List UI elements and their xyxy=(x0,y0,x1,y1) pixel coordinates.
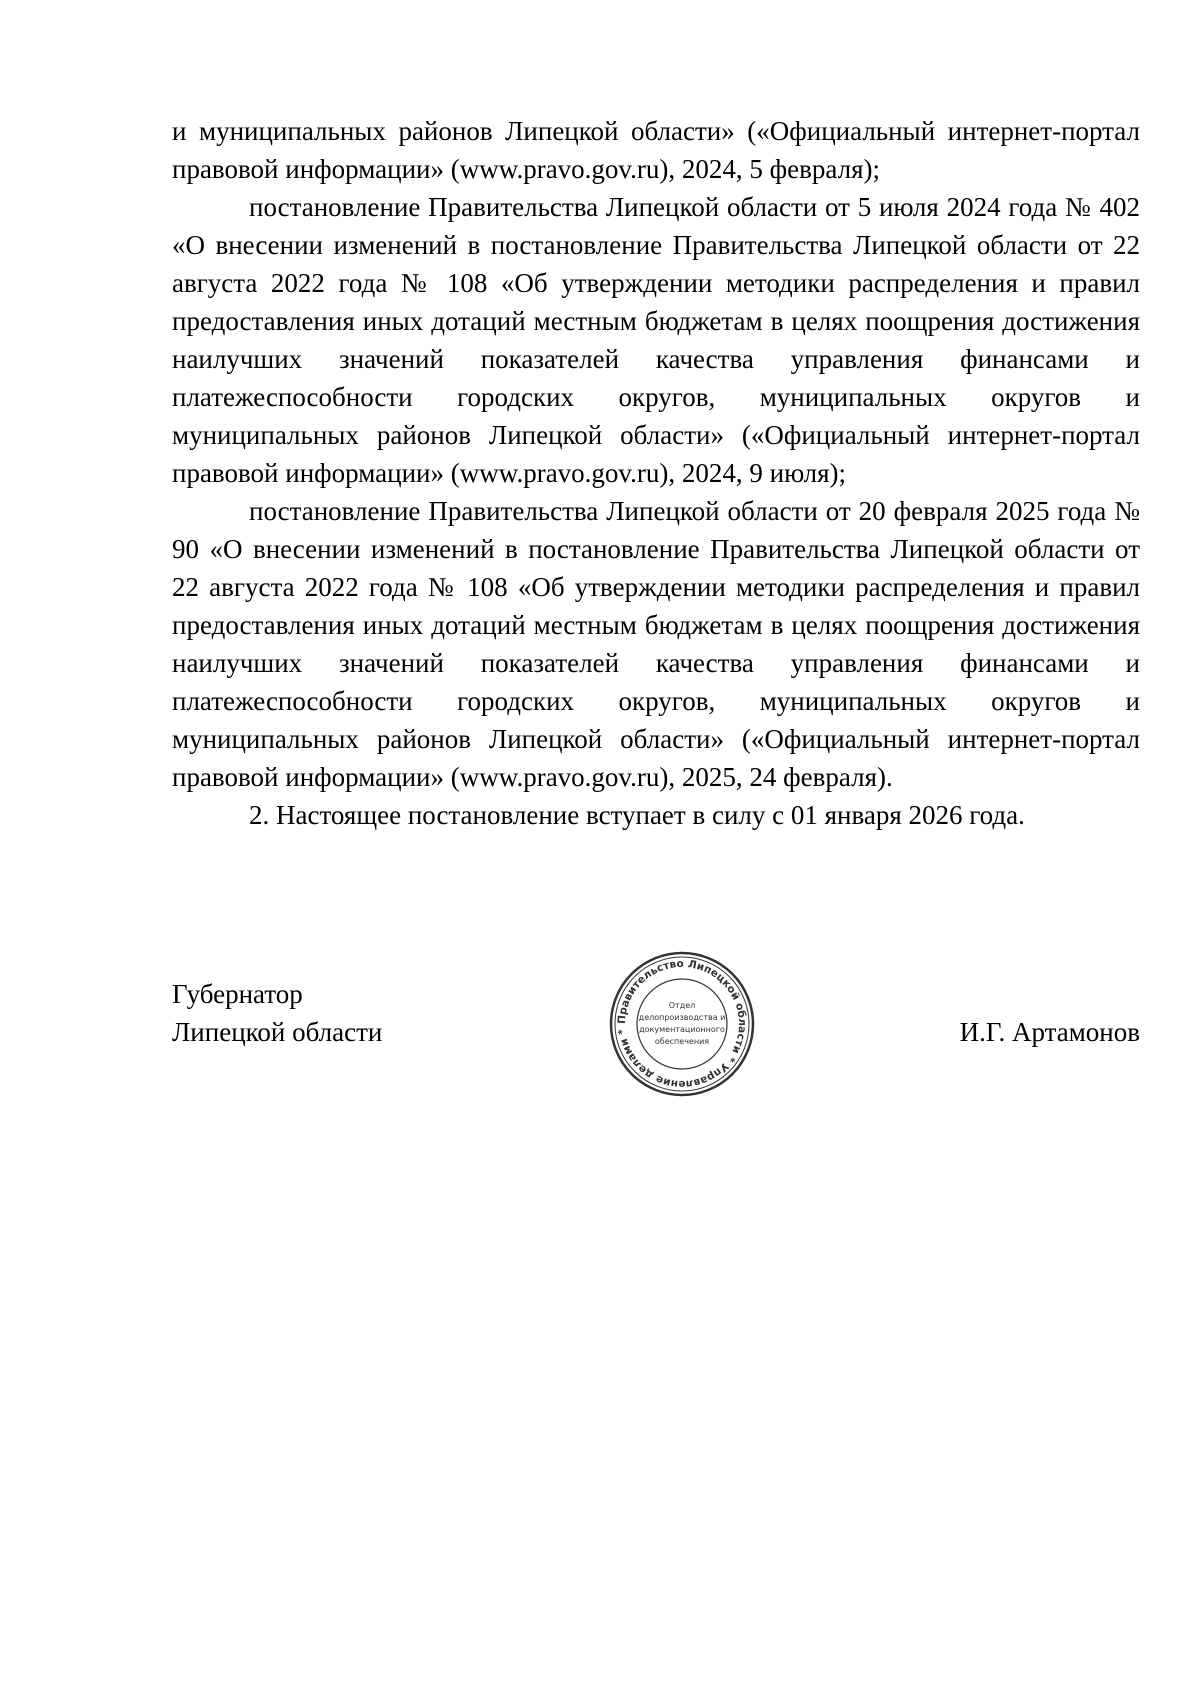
signatory-name: И.Г. Артамонов xyxy=(959,1017,1140,1047)
stamp-center-line-1: Отдел xyxy=(668,1001,696,1010)
position-title: Губернатор xyxy=(172,979,303,1009)
signatory-position xyxy=(172,975,382,1051)
stamp-center-line-2: делопроизводства и xyxy=(638,1013,726,1022)
stamp-ring-text: Правительство Липецкой области * Управление делами * xyxy=(615,957,749,1091)
paragraph-resolution-402: постановление Правительства Липецкой области от 5 июля 2024 года № 402 «О внесении изменений в постановление Правительства Липецкой области от 22 августа 2022 года № 108 «Об утверждении методики распределения и правил предоставления иных дотаций местным бюджетам в целях поощрения достижения наилучших значений показателей качества управления финансами и платежеспособности городских округов, муниципальных округов и муниципальных районов Липецкой области» («Официальный интернет-портал правовой информации» (www.pravo.gov.ru), 2024, 9 июля); xyxy=(172,192,1140,488)
stamp-center-line-4: обеспечения xyxy=(654,1037,710,1046)
document-body xyxy=(172,112,1140,834)
paragraph-resolution-90: постановление Правительства Липецкой области от 20 февраля 2025 года № 90 «О внесении изменений в постановление Правительства Липецкой области от 22 августа 2022 года № 108 «Об утверждении методики распределения и правил предоставления иных дотаций местным бюджетам в целях поощрения достижения наилучших значений показателей качества управления финансами и платежеспособности городских округов, муниципальных округов и муниципальных районов Липецкой области» («Официальный интернет-портал правовой информации» (www.pravo.gov.ru), 2025, 24 февраля). xyxy=(172,496,1140,792)
paragraph-effective-date: 2. Настоящее постановление вступает в силу с 01 января 2026 года. xyxy=(249,800,1025,830)
official-stamp-seal xyxy=(608,950,756,1098)
paragraph-continuation: и муниципальных районов Липецкой области» («Официальный интернет-портал правовой информации» (www.pravo.gov.ru), 2024, 5 февраля); xyxy=(172,116,1140,184)
stamp-center-line-3: документационного xyxy=(639,1025,725,1034)
position-region: Липецкой области xyxy=(172,1017,383,1047)
